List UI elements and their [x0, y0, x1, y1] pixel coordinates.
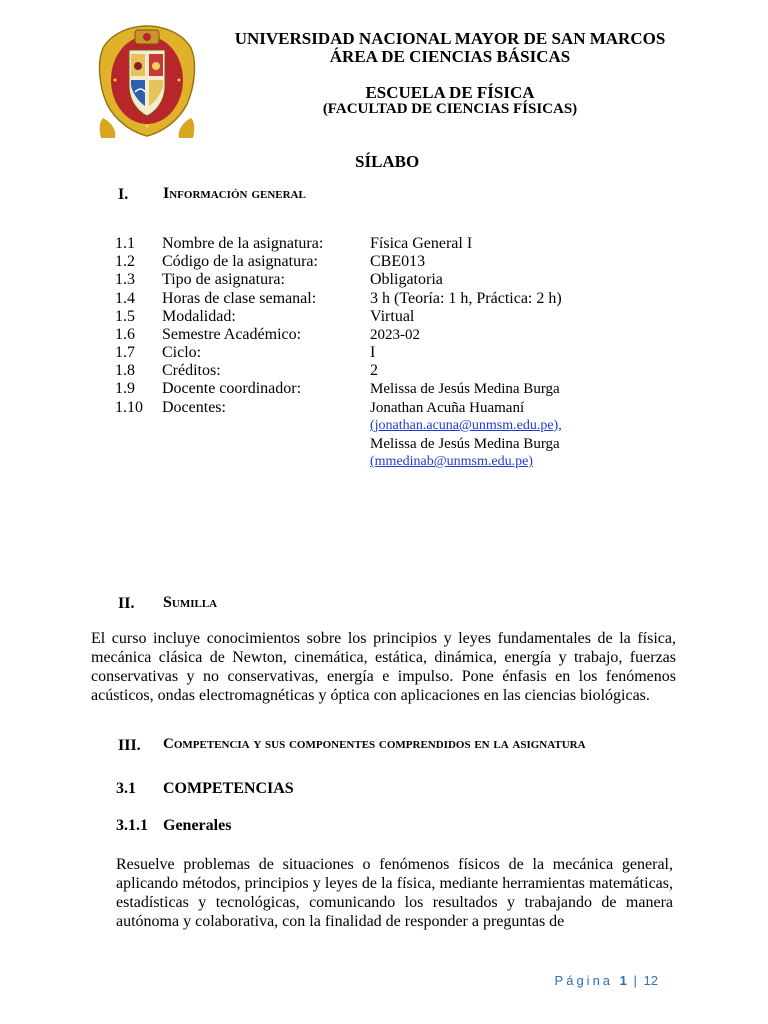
teacher-2-name: Melissa de Jesús Medina Burga [370, 436, 560, 452]
subsubsection-title: Generales [163, 817, 232, 834]
page-footer [555, 973, 658, 988]
university-crest-icon [95, 22, 199, 140]
info-row-key: Nombre de la asignatura: [162, 235, 324, 252]
page-total: 12 [643, 973, 658, 988]
info-row-key: Docente coordinador: [162, 380, 302, 397]
page-number: 1 [619, 973, 627, 988]
info-row-number: 1.1 [115, 235, 135, 252]
info-row-key: Docentes: [162, 399, 226, 416]
info-row-number: 1.10 [115, 399, 143, 416]
info-row-value: 2023-02 [370, 327, 420, 343]
page-separator: | [633, 973, 637, 988]
info-row-number: 1.9 [115, 380, 135, 397]
info-row-value: I [370, 344, 376, 361]
summary-paragraph: El curso incluye conocimientos sobre los principios y leyes fundamentales de la física, mecánica clásica de Newton, cinemática, estática, dinámica, energía y trabajo, fuerzas conservativas y no conservativas, energía e impulso. Pone énfasis en los fenómenos acústicos, ondas electromagnéticas y óptica con aplicaciones en las ciencias biológicas. [91, 630, 676, 704]
competences-paragraph: Resuelve problemas de situaciones o fenómenos físicos de la mecánica general, aplicando métodos, principios y leyes de la física, mediante herramientas matemáticas, estadísticas y tecnológicas, comunicando los resultados y trabajando de manera autónoma y colaborativa, con la finalidad de responder a preguntas de [116, 856, 673, 930]
subsection-number: 3.1 [116, 780, 136, 797]
info-row-key: Código de la asignatura: [162, 253, 318, 270]
info-row-number: 1.7 [115, 344, 135, 361]
info-row-value: Obligatoria [370, 271, 443, 288]
info-row-value: CBE013 [370, 253, 426, 270]
section-2-number: II. [118, 595, 135, 612]
info-row-number: 1.4 [115, 290, 135, 307]
info-row-number: 1.5 [115, 308, 135, 325]
info-row-number: 1.8 [115, 362, 135, 379]
section-1-number: I. [118, 186, 129, 203]
info-row-value: Jonathan Acuña Huamaní [370, 400, 525, 416]
school-name: ESCUELA DE FÍSICA [365, 83, 535, 102]
document-title: SÍLABO [355, 152, 420, 171]
info-row-key: Tipo de asignatura: [162, 271, 285, 288]
info-row-value: Melissa de Jesús Medina Burga [370, 381, 560, 397]
subsubsection-number: 3.1.1 [116, 817, 148, 834]
section-3-title: Competencia y sus componentes comprendidos en la asignatura [163, 736, 586, 752]
info-row-number: 1.6 [115, 326, 135, 343]
info-row-key: Modalidad: [162, 308, 236, 325]
university-name: UNIVERSIDAD NACIONAL MAYOR DE SAN MARCOS [234, 29, 666, 48]
section-2-title: Sumilla [163, 594, 218, 611]
teacher-1-email-link[interactable]: (jonathan.acuna@unmsm.edu.pe), [370, 418, 562, 433]
info-row-key: Créditos: [162, 362, 221, 379]
info-row-value: 3 h (Teoría: 1 h, Práctica: 2 h) [370, 290, 562, 307]
faculty-name: (FACULTAD DE CIENCIAS FÍSICAS) [322, 101, 578, 117]
info-row-value: Virtual [370, 308, 415, 325]
section-3-number: III. [118, 737, 141, 754]
info-row-key: Horas de clase semanal: [162, 290, 317, 307]
section-1-title: Información general [163, 185, 306, 202]
info-row-key: Ciclo: [162, 344, 202, 361]
info-row-value: 2 [370, 362, 378, 379]
area-name: ÁREA DE CIENCIAS BÁSICAS [329, 47, 571, 66]
info-row-number: 1.2 [115, 253, 135, 270]
teacher-2-email-link[interactable]: (mmedinab@unmsm.edu.pe) [370, 454, 533, 469]
info-row-value: Física General I [370, 235, 473, 252]
subsection-title: COMPETENCIAS [163, 780, 294, 797]
info-row-key: Semestre Académico: [162, 326, 302, 343]
info-row-number: 1.3 [115, 271, 135, 288]
page-label: Página [554, 973, 614, 988]
